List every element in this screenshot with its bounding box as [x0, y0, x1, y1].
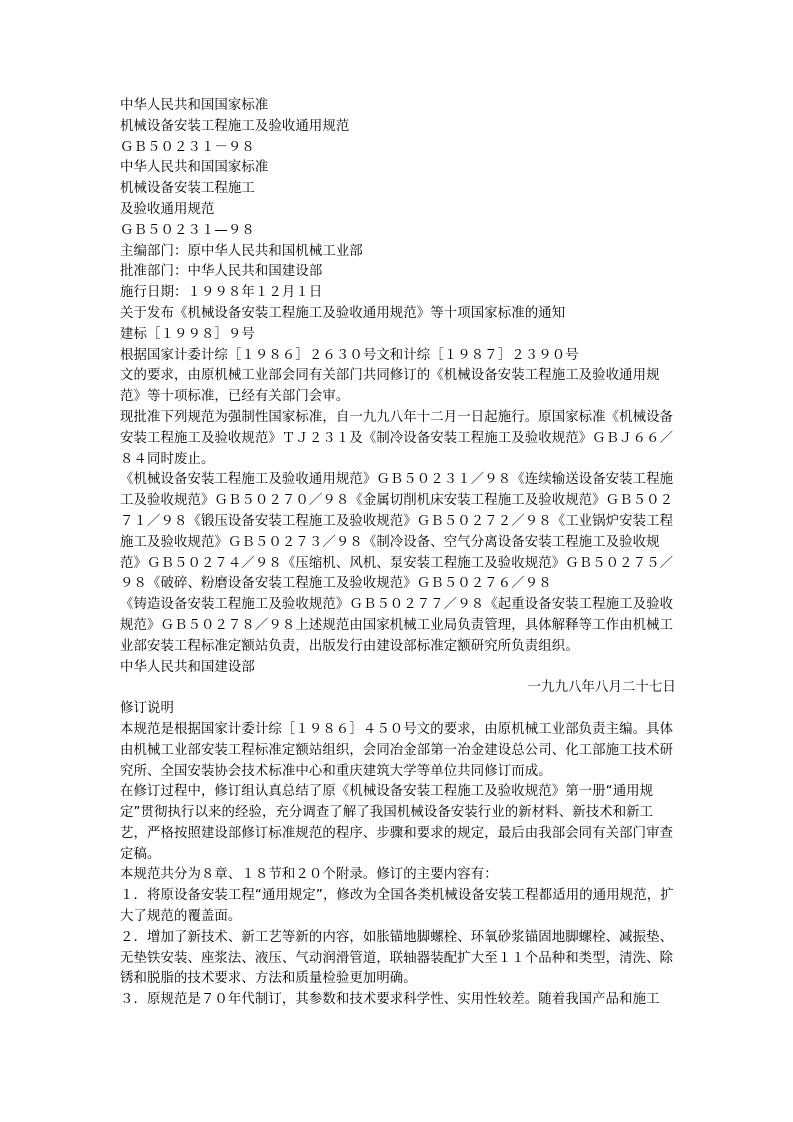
- notice-paragraph-1-line-1: 根据国家计委计综［１９８６］２６３０号文和计综［１９８７］２３９０号: [120, 347, 579, 363]
- notice-issuer: 中华人民共和国建设部: [120, 659, 255, 675]
- spec-title-part-2: 及验收通用规范: [120, 201, 215, 217]
- revision-item-1: １．将原设备安装工程“通用规定”，修改为全国各类机械设备安装工程都适用的通用规范，扩大了规范的覆盖面。: [120, 888, 674, 925]
- notice-paragraph-3: 《机械设备安装工程施工及验收通用规范》ＧＢ５０２３１／９８《连续输送设备安装工程施工及验收规范》ＧＢ５０２７０／９８《金属切削机床安装工程施工及验收规范》ＧＢ５０２７１／９８《锻压设备安装工程施工及验收规范》ＧＢ５０２７２／９８《工业锅炉安装工程施工及验收规范》ＧＢ５０２７３／９８《制冷设备、空气分离设备安装工程施工及验收规范》ＧＢ５０２７４／９８《压缩机、风机、泵安装工程施工及验收规范》ＧＢ５０２７５／９８《破碎、粉磨设备安装工程施工及验收规范》ＧＢ５０２７６／９８: [120, 472, 674, 592]
- notice-title: 关于发布《机械设备安装工程施工及验收通用规范》等十项国家标准的通知: [120, 305, 566, 321]
- revision-paragraph-2: 在修订过程中，修订组认真总结了原《机械设备安装工程施工及验收规范》第一册“通用规定”贯彻执行以来的经验，充分调查了解了我国机械设备安装行业的新材料、新技术和新工艺，严格按照建设部修订标准规范的程序、步骤和要求的规定，最后由我部会同有关部门审查定稿。: [120, 784, 674, 862]
- spec-title-part-1: 机械设备安装工程施工: [120, 181, 255, 197]
- standard-title-repeat: 中华人民共和国国家标准: [120, 160, 269, 176]
- notice-date: 一九九八年八月二十七日: [527, 680, 676, 696]
- standard-code: ＧＢ５０２３１－９８: [120, 139, 255, 155]
- standard-code-repeat: ＧＢ５０２３１—９８: [120, 222, 255, 238]
- revision-paragraph-3: 本规范共分为８章、１８节和２０个附录。修订的主要内容有：: [120, 867, 498, 883]
- editor-department: 主编部门：原中华人民共和国机械工业部: [120, 243, 363, 259]
- document-page: [120, 96, 676, 1011]
- revision-paragraph-1: 本规范是根据国家计委计综［１９８６］４５０号文的要求，由原机械工业部负责主编。具体由机械工业部安装工程标准定额站组织，会同冶金部第一冶金建设总公司、化工部施工技术研究所、全国安装协会技术标准中心和重庆建筑大学等单位共同修订而成。: [120, 721, 674, 779]
- spec-title: 机械设备安装工程施工及验收通用规范: [120, 118, 350, 134]
- notice-paragraph-1-rest: 文的要求，由原机械工业部会同有关部门共同修订的《机械设备安装工程施工及验收通用规范》等十项标准，已经有关部门会审。: [120, 368, 660, 405]
- notice-paragraph-4: 《铸造设备安装工程施工及验收规范》ＧＢ５０２７７／９８《起重设备安装工程施工及验收规范》ＧＢ５０２７８／９８上述规范由国家机械工业局负责管理，具体解释等工作由机械工业部安装工程标准定额站负责，出版发行由建设部标准定额研究所负责组织。: [120, 597, 674, 654]
- standard-title: 中华人民共和国国家标准: [120, 98, 269, 113]
- effective-date: 施行日期：１９９８年１２月１日: [120, 285, 323, 301]
- revision-item-3: ３．原规范是７０年代制订，其参数和技术要求科学性、实用性较差。随着我国产品和施工: [120, 992, 660, 1008]
- revision-item-2: ２．增加了新技术、新工艺等新的内容，如胀锚地脚螺栓、环氧砂浆锚固地脚螺栓、减振垫、无垫铁安装、座浆法、液压、气动润滑管道，联轴器装配扩大至１１个品种和类型，清洗、除锈和脱脂的技术要求、方法和质量检验更加明确。: [120, 929, 674, 987]
- notice-paragraph-2: 现批准下列规范为强制性国家标准，自一九九八年十二月一日起施行。原国家标准《机械设备安装工程施工及验收规范》ＴＪ２３１及《制冷设备安装工程施工及验收规范》ＧＢＪ６６／８４同时废止。: [120, 409, 674, 467]
- revision-title: 修订说明: [120, 701, 174, 717]
- notice-doc-number: 建标［１９９８］９号: [120, 326, 255, 342]
- approval-department: 批准部门：中华人民共和国建设部: [120, 264, 323, 280]
